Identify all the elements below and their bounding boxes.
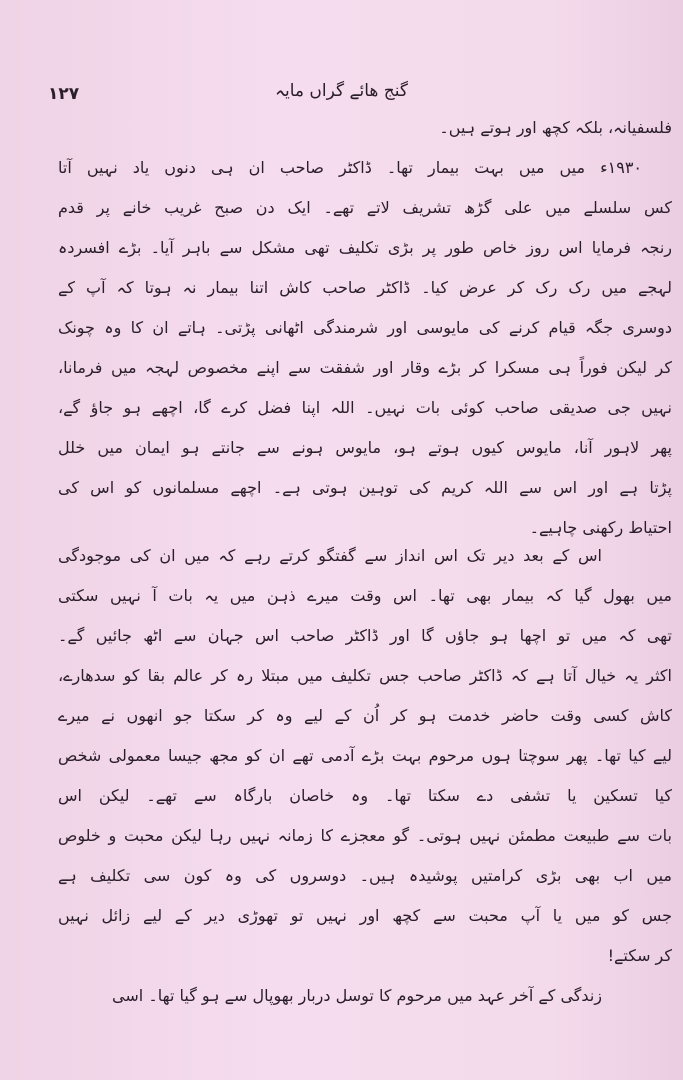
text-line: جس کو میں یا آپ محبت سے کچھ اور نہیں تو تھوڑی دیر کے لیے زائل نہیں	[58, 906, 672, 925]
text-line: ۱۹۳۰ء میں میں بہت بیمار تھا۔ ڈاکٹر صاحب ان ہی دنوں یاد نہیں آتا	[58, 158, 642, 177]
text-line: نہیں جی صدیقی صاحب کوئی بات نہیں۔ اللہ اپنا فضل کرے گا، اچھے ہو جاؤ گے،	[58, 398, 672, 417]
text-line: پھر لاہور آنا، مایوس کیوں ہوتے ہو، مایوس ہونے سے جانتے ہو ایمان میں خلل	[58, 438, 672, 457]
running-title: گنج ھائے گراں مایہ	[275, 81, 408, 101]
text-line: لہجے میں رک رک کر عرض کیا۔ ڈاکٹر صاحب کاش اتنا بیمار نہ ہوتا کہ آپ کے	[58, 278, 672, 297]
text-line: تھی کہ میں تو اچھا ہو جاؤں گا اور ڈاکٹر صاحب اس جہان سے اٹھ جائیں گے۔	[58, 626, 672, 645]
text-line: کر لیکن فوراً ہی مسکرا کر بڑے وقار اور شفقت سے اپنے مخصوص لہجہ میں فرمانا،	[58, 358, 672, 377]
text-line: اکثر یہ خیال آتا ہے کہ ڈاکٹر صاحب جس تکلیف میں مبتلا رہ کر عالم بقا کو سدھارے،	[58, 666, 672, 685]
text-line: احتیاط رکھنی چاہیے۔	[529, 518, 672, 537]
text-line: میں اب بھی بڑی کرامتیں پوشیدہ ہیں۔ دوسروں کی وہ کون سی تکلیف ہے	[58, 866, 672, 885]
text-line: کیا تسکین یا تشفی دے سکتا تھا۔ وہ خاصان بارگاہ سے تھے۔ لیکن اس	[58, 786, 672, 805]
text-line: کس سلسلے میں علی گڑھ تشریف لاتے تھے۔ ایک دن صبح غریب خانے پر قدم	[58, 198, 672, 217]
text-line: کاش کسی وقت حاضر خدمت ہو کر اُن کے لیے وہ کر سکتا جو انھوں نے میرے	[58, 706, 672, 725]
text-line: بات سے طبیعت مطمئن نہیں ہوتی۔ گو معجزے کا زمانہ نہیں رہا لیکن محبت و خلوص	[58, 826, 672, 845]
text-line: رنجہ فرمایا اس روز خاص طور پر بڑی تکلیف تھی مشکل سے باہر آیا۔ بڑے افسردہ	[58, 238, 672, 257]
text-line: زندگی کے آخر عہد میں مرحوم کا توسل دربار بھوپال سے ہو گیا تھا۔ اسی	[112, 986, 602, 1005]
text-line: لیے کیا تھا۔ پھر سوچتا ہوں مرحوم بہت بڑے آدمی تھے ان کو مجھ جیسا معمولی شخص	[58, 746, 672, 765]
text-line: کر سکتے!	[607, 946, 672, 965]
page-number: ۱۲۷	[48, 84, 80, 104]
text-line: میں بھول گیا کہ بیمار بھی تھا۔ اس وقت میرے ذہن میں یہ بات آ نہیں سکتی	[58, 586, 672, 605]
text-line: اس کے بعد دیر تک اس انداز سے گفتگو کرتے رہے کہ میں ان کی موجودگی	[58, 546, 602, 565]
text-line: فلسفیانہ، بلکہ کچھ اور ہوتے ہیں۔	[439, 118, 672, 137]
paragraph-1	[58, 108, 672, 548]
paragraph-2	[58, 536, 672, 1016]
text-line: پڑتا ہے اور اس سے اللہ کریم کی توہین ہوتی ہے۔ اچھے مسلمانوں کو اس کی	[58, 478, 672, 497]
text-line: دوسری جگہ قیام کرنے کی مایوسی اور شرمندگی اٹھانی پڑتی۔ ہاتے ان کا وہ چونک	[58, 318, 672, 337]
